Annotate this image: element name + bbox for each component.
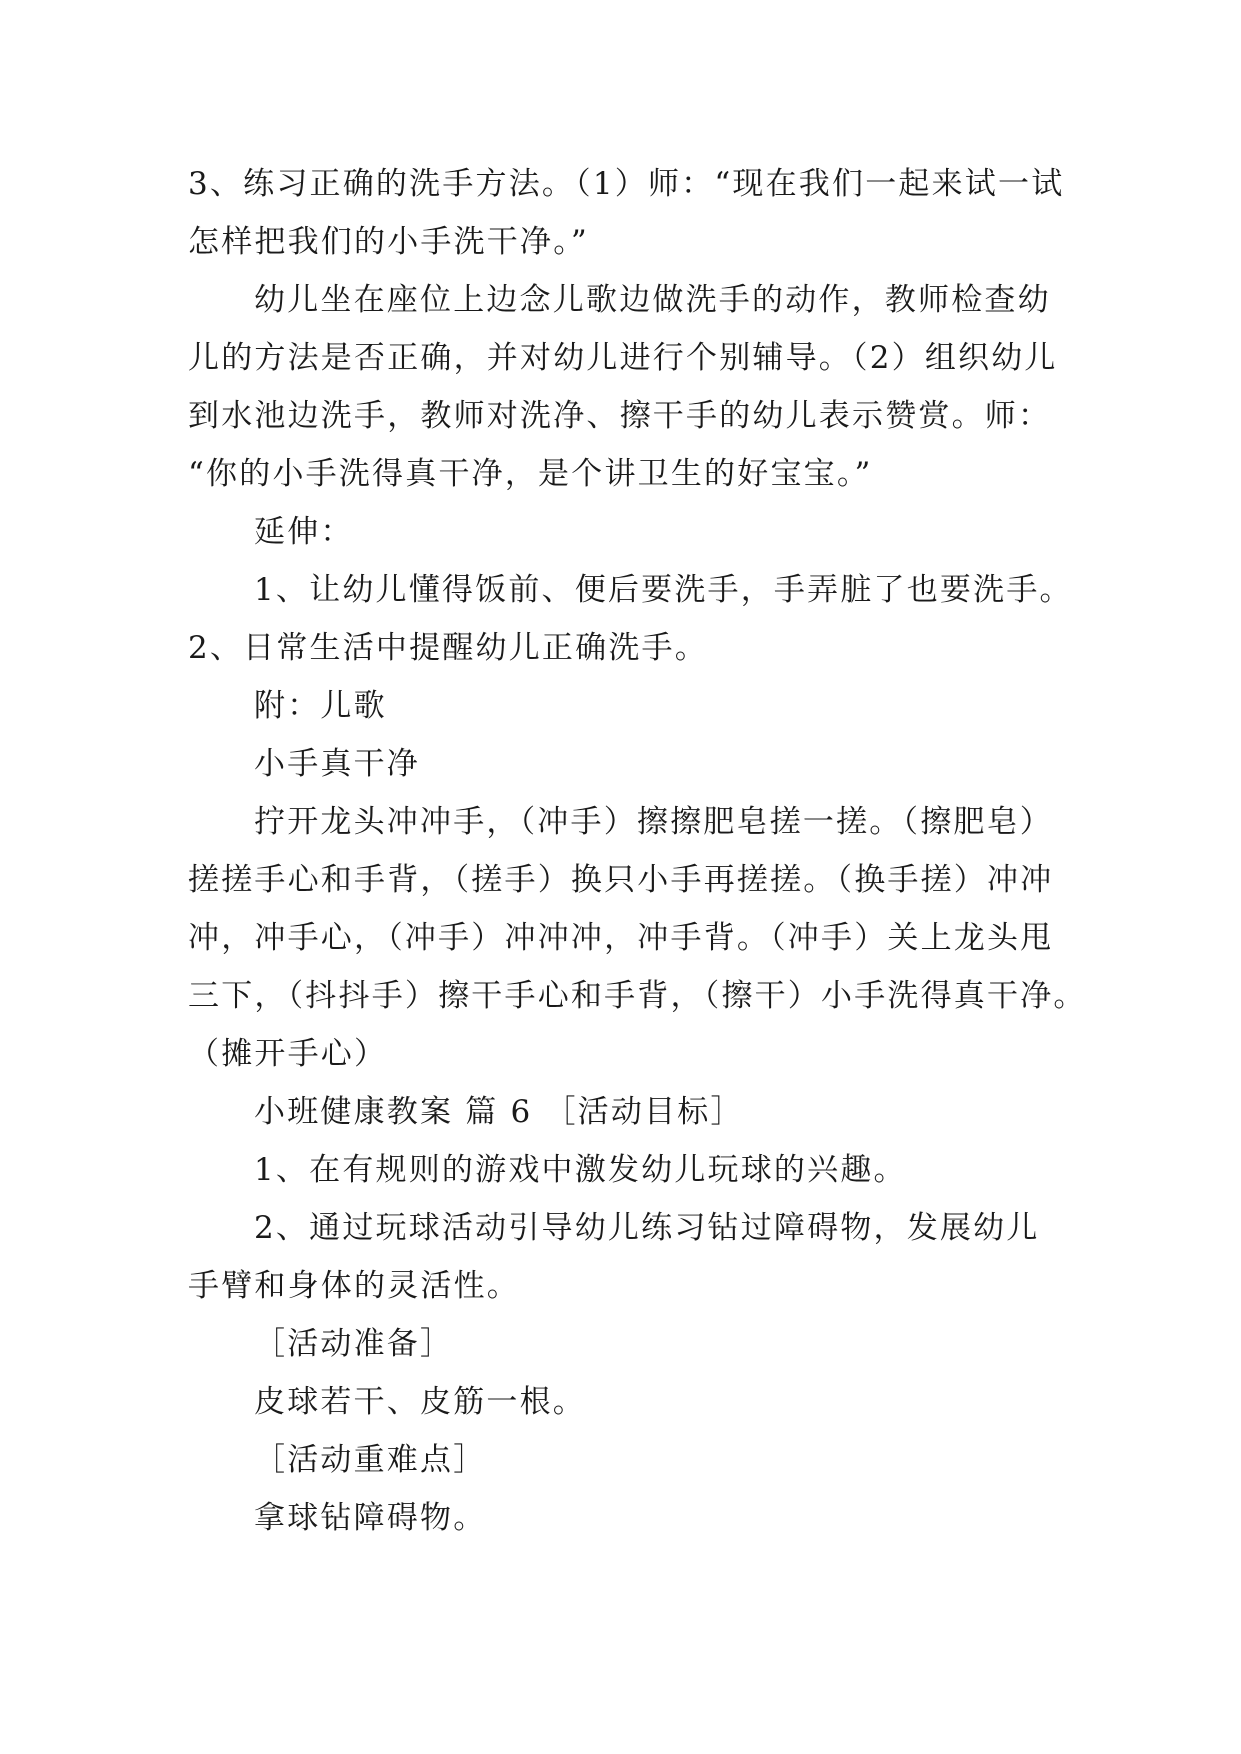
text-line: ［活动准备］: [254, 1326, 454, 1362]
text-line: 幼儿坐在座位上边念儿歌边做洗手的动作，教师检查幼: [254, 282, 1051, 318]
text-line: 冲，冲手心，（冲手）冲冲冲，冲手背。（冲手）关上龙头甩: [188, 920, 1054, 956]
text-line: （摊开手心）: [188, 1036, 388, 1072]
text-line: 附：儿歌: [254, 688, 387, 724]
text-line: 三下，（抖抖手）擦干手心和手背，（擦干）小手洗得真干净。: [188, 978, 1087, 1014]
text-line: 手臂和身体的灵活性。: [188, 1268, 520, 1304]
text-line: 儿的方法是否正确，并对幼儿进行个别辅导。（2）组织幼儿: [188, 340, 1058, 376]
text-line: ［活动重难点］: [254, 1442, 487, 1478]
text-line: 拧开龙头冲冲手，（冲手）擦擦肥皂搓一搓。（擦肥皂）: [254, 804, 1053, 840]
text-line: 延伸：: [254, 514, 354, 550]
text-line: 小班健康教案 篇 6 ［活动目标］: [254, 1094, 744, 1130]
text-line: “你的小手洗得真干净，是个讲卫生的好宝宝。”: [188, 456, 873, 492]
text-line: 皮球若干、皮筋一根。: [254, 1384, 586, 1420]
text-line: 小手真干净: [254, 746, 420, 782]
text-line: 2、日常生活中提醒幼儿正确洗手。: [188, 630, 708, 666]
text-line: 2、通过玩球活动引导幼儿练习钻过障碍物，发展幼儿: [254, 1210, 1040, 1246]
text-line: 怎样把我们的小手洗干净。”: [188, 224, 589, 260]
text-line: 搓搓手心和手背，（搓手）换只小手再搓搓。（换手搓）冲冲: [188, 862, 1054, 898]
text-line: 到水池边洗手，教师对洗净、擦干手的幼儿表示赞赏。师：: [188, 398, 1052, 434]
text-line: 1、在有规则的游戏中激发幼儿玩球的兴趣。: [254, 1152, 907, 1188]
text-line: 拿球钻障碍物。: [254, 1500, 487, 1536]
text-line: 3、练习正确的洗手方法。（1）师：“现在我们一起来试一试: [188, 166, 1065, 202]
text-line: 1、让幼儿懂得饭前、便后要洗手，手弄脏了也要洗手。: [254, 572, 1073, 608]
